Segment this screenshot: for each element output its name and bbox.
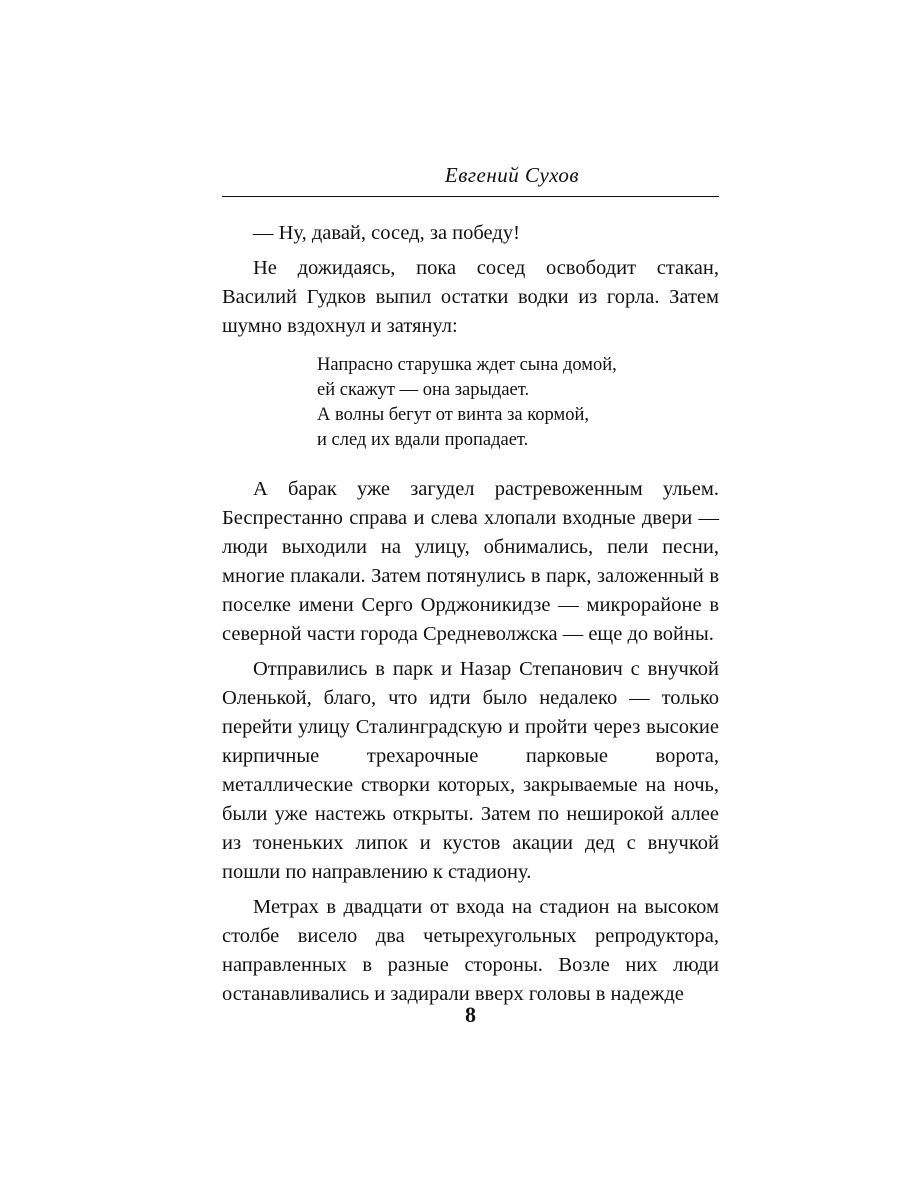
- paragraph-1: Не дожидаясь, пока сосед освободит стакан, Василий Гудков выпил остатки водки из горла. Затем шумно вздохнул и затянул:: [222, 257, 719, 337]
- verse-quote: [317, 353, 719, 453]
- page-text: [222, 219, 719, 1015]
- verse-line-1: Напрасно старушка ждет сына домой,: [317, 355, 617, 375]
- dialogue-line: — Ну, давай, сосед, за победу!: [253, 222, 520, 244]
- header-rule: [222, 196, 719, 197]
- verse-line-3: А волны бегут от винта за кормой,: [317, 405, 590, 425]
- paragraph-4: Метрах в двадцати от входа на стадион на высоком столбе висело два четырехугольных репродуктора, направленных в разные стороны. Возле них люди останавливались и задирали вверх головы в надежде: [222, 896, 719, 1005]
- paragraph-2: А барак уже загудел растревоженным ульем. Беспрестанно справа и слева хлопали входные двери — люди выходили на улицу, обнимались, пели песни, многие плакали. Затем потянулись в парк, заложенный в поселке имени Серго Орджоникидзе — микрорайоне в северной части города Средневолжска — еще до войны.: [222, 478, 719, 645]
- running-head-author: Евгений Сухов: [444, 163, 579, 187]
- paragraph-3: Отправились в парк и Назар Степанович с внучкой Оленькой, благо, что идти было недалеко — только перейти улицу Сталинградскую и пройти через высокие кирпичные трехарочные парковые ворота, металлические створки которых, закрываемые на ночь, были уже настежь открыты. Затем по неширокой аллее из тоненьких липок и кустов акации дед с внучкой пошли по направлению к стадиону.: [222, 658, 719, 883]
- page-number: 8: [465, 1002, 476, 1027]
- verse-line-2: ей скажут — она зарыдает.: [317, 380, 530, 400]
- verse-line-4: и след их вдали пропадает.: [317, 430, 529, 450]
